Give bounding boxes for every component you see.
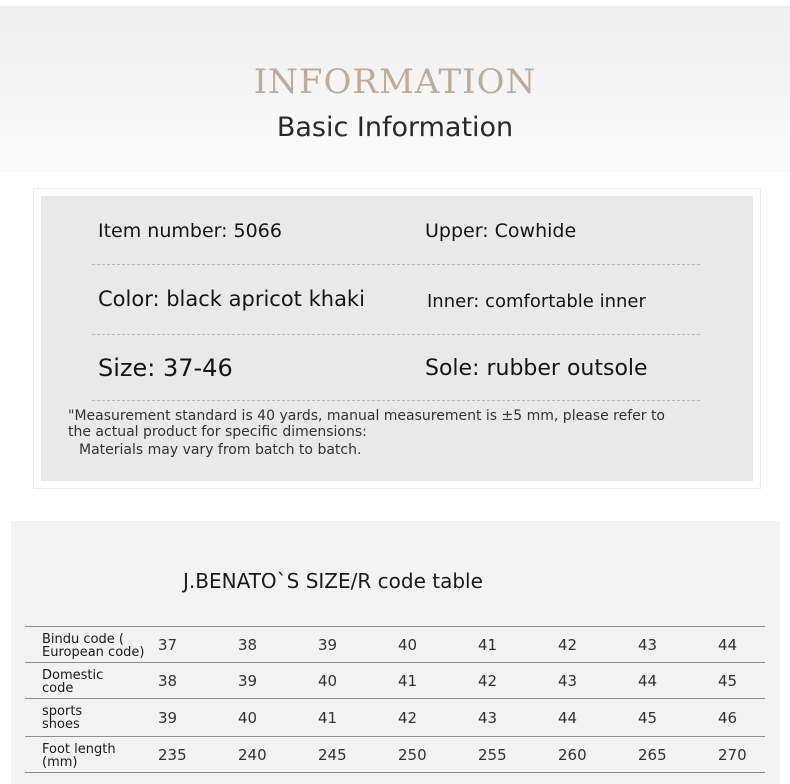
info-card	[41, 196, 753, 481]
table-cell: 45	[638, 709, 658, 727]
table-cell: 43	[478, 709, 498, 727]
divider	[92, 400, 700, 401]
upper-material: Upper: Cowhide	[425, 220, 577, 242]
table-cell: 44	[718, 636, 738, 654]
table-cell: 250	[398, 746, 427, 764]
table-row	[25, 736, 765, 772]
table-row	[25, 662, 765, 698]
table-cell: 41	[478, 636, 498, 654]
table-cell: 245	[318, 746, 347, 764]
size-table-panel	[11, 521, 780, 784]
row-label	[42, 705, 82, 731]
table-cell: 42	[478, 672, 498, 690]
color: Color: black apricot khaki	[98, 287, 365, 311]
table-cell: 37	[158, 636, 178, 654]
table-cell: 43	[558, 672, 578, 690]
table-cell: 40	[318, 672, 338, 690]
table-row	[25, 698, 765, 736]
row-label	[42, 669, 103, 695]
size-table-title: J.BENATO`S SIZE/R code table	[183, 569, 483, 593]
row-label-line-2: shoes	[42, 717, 80, 732]
table-bottom-border	[25, 772, 765, 773]
measurement-note	[68, 408, 708, 440]
row-label-line-2: (mm)	[42, 755, 78, 770]
title-sub: Basic Information	[276, 112, 514, 143]
table-cell: 46	[718, 709, 738, 727]
table-cell: 260	[558, 746, 587, 764]
row-label-line-1: Foot length	[42, 742, 116, 757]
sole-material: Sole: rubber outsole	[425, 356, 648, 381]
table-cell: 240	[238, 746, 267, 764]
table-cell: 44	[638, 672, 658, 690]
row-label-line-1: Bindu code (	[42, 632, 124, 647]
table-cell: 38	[238, 636, 258, 654]
table-cell: 39	[158, 709, 178, 727]
header-section	[0, 6, 790, 172]
note-line-3: Materials may vary from batch to batch.	[79, 442, 362, 458]
table-cell: 45	[718, 672, 738, 690]
note-line-1: "Measurement standard is 40 yards, manual measurement is ±5 mm, please refer to	[68, 408, 665, 424]
table-cell: 270	[718, 746, 747, 764]
table-cell: 39	[238, 672, 258, 690]
table-cell: 40	[238, 709, 258, 727]
table-cell: 41	[318, 709, 338, 727]
size-range: Size: 37-46	[98, 354, 233, 382]
inner-material: Inner: comfortable inner	[427, 291, 646, 312]
table-cell: 42	[558, 636, 578, 654]
table-cell: 42	[398, 709, 418, 727]
table-row	[25, 626, 765, 662]
table-cell: 43	[638, 636, 658, 654]
row-label	[42, 743, 116, 769]
item-number: Item number: 5066	[98, 220, 282, 242]
row-label-line-1: sports	[42, 704, 83, 719]
divider	[92, 334, 700, 335]
table-cell: 38	[158, 672, 178, 690]
table-cell: 41	[398, 672, 418, 690]
row-label-line-2: European code)	[42, 645, 145, 660]
table-cell: 255	[478, 746, 507, 764]
table-cell: 235	[158, 746, 187, 764]
table-cell: 39	[318, 636, 338, 654]
divider	[92, 264, 700, 265]
title-en: INFORMATION	[253, 62, 537, 102]
row-label-line-2: code	[42, 681, 74, 696]
row-label	[42, 633, 144, 659]
table-cell: 40	[398, 636, 418, 654]
note-line-2: the actual product for specific dimensions:	[68, 424, 367, 440]
table-cell: 44	[558, 709, 578, 727]
table-cell: 265	[638, 746, 667, 764]
row-label-line-1: Domestic	[42, 668, 104, 683]
